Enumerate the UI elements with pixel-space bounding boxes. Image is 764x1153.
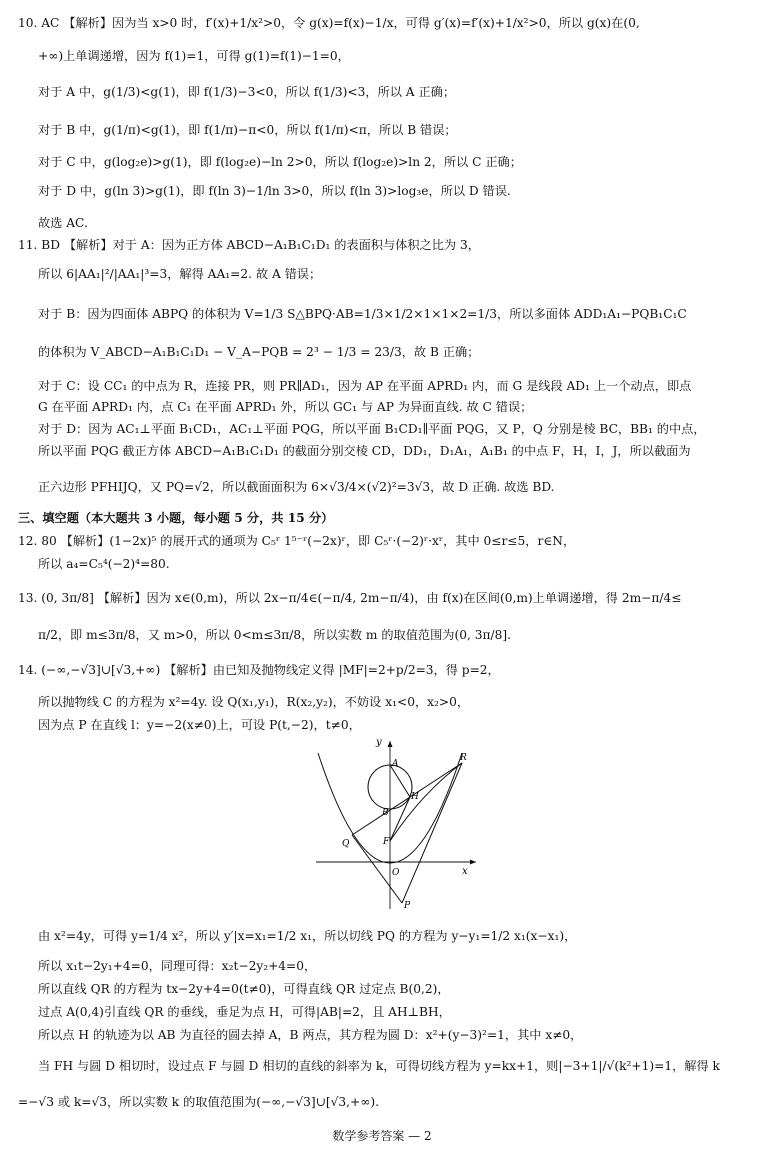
label-f: F	[383, 837, 390, 847]
page-footer: 数学参考答案 — 2	[332, 1129, 432, 1143]
label-a: A	[392, 759, 399, 769]
answer-line: 当 FH 与圆 D 相切时，设过点 F 与圆 D 相切的直线的斜率为 k，可得切线方程为 y=kx+1，则|−3+1|/√(k²+1)=1，解得 k	[38, 1059, 720, 1073]
answer-line: 10. AC 【解析】因为当 x>0 时，f′(x)+1/x²>0，令 g(x)=f(x)−1/x，可得 g′(x)=f′(x)+1/x²>0，所以 g(x)在(0,	[18, 16, 640, 30]
answer-line: 对于 B 中，g(1/π)<g(1)，即 f(1/π)−π<0，所以 f(1/π)<π，所以 B 错误；	[38, 123, 457, 137]
answer-line: 对于 B：因为四面体 ABPQ 的体积为 V=1/3 S△BPQ·AB=1/3×1/2×1×1×2=1/3，所以多面体 ADD₁A₁−PQB₁C₁C	[38, 307, 687, 321]
answer-line: 对于 D 中，g(ln 3)>g(1)，即 f(ln 3)−1/ln 3>0，所以 f(ln 3)>log₃e，所以 D 错误.	[38, 184, 511, 198]
answer-line: 正六边形 PFHIJQ，又 PQ=√2，所以截面面积为 6×√3/4×(√2)²=3√3，故 D 正确. 故选 BD.	[38, 480, 555, 494]
answer-line: 对于 A 中，g(1/3)<g(1)，即 f(1/3)−3<0，所以 f(1/3)<3，所以 A 正确；	[38, 85, 456, 99]
answer-line: 所以 x₁t−2y₁+4=0，同理可得：x₂t−2y₂+4=0，	[38, 959, 317, 973]
answer-line: 所以 6|AA₁|²/|AA₁|³=3，解得 AA₁=2. 故 A 错误；	[38, 267, 322, 281]
answer-line: 11. BD 【解析】对于 A：因为正方体 ABCD−A₁B₁C₁D₁ 的表面积与体积之比为 3，	[18, 238, 480, 252]
answer-line: 由 x²=4y，可得 y=1/4 x²，所以 y′|x=x₁=1/2 x₁，所以切线 PQ 的方程为 y−y₁=1/2 x₁(x−x₁)，	[38, 929, 577, 943]
answer-line: π/2，即 m≤3π/8，又 m>0，所以 0<m≤3π/8，所以实数 m 的取值范围为(0, 3π/8].	[38, 628, 511, 642]
answer-line: 过点 A(0,4)引直线 QR 的垂线，垂足为点 H，可得|AB|=2，且 AH⊥BH，	[38, 1005, 451, 1019]
answer-line: 故选 AC.	[38, 216, 88, 230]
answer-line: 所以点 H 的轨迹为以 AB 为直径的圆去掉 A，B 两点，其方程为圆 D：x²+(y−3)²=1，其中 x≠0，	[38, 1028, 583, 1042]
parabola-figure	[312, 733, 480, 911]
label-y: y	[376, 737, 382, 748]
answer-line: 14. (−∞,−√3]∪[√3,+∞) 【解析】由已知及抛物线定义得 |MF|=2+p/2=3，得 p=2，	[18, 663, 500, 677]
tangent-pr	[402, 763, 462, 903]
segment-ah	[390, 765, 410, 797]
answer-line: 所以 a₄=C₅⁴(−2)⁴=80.	[38, 557, 170, 571]
label-p: P	[404, 901, 411, 911]
curve-fr	[390, 763, 462, 841]
label-r: R	[460, 753, 467, 763]
answer-line: 的体积为 V_ABCD−A₁B₁C₁D₁ − V_A−PQB = 2³ − 1/3 = 23/3，故 B 正确；	[38, 345, 480, 359]
answer-line: 所以平面 PQG 截正方体 ABCD−A₁B₁C₁D₁ 的截面分别交棱 CD，DD₁，D₁A₁，A₁B₁ 的中点 F，H，I，J，所以截面为	[38, 444, 691, 458]
answer-line: +∞)上单调递增，因为 f(1)=1，可得 g(1)=f(1)−1=0，	[38, 49, 350, 63]
answer-line: 对于 C 中，g(log₂e)>g(1)，即 f(log₂e)−ln 2>0，所以 f(log₂e)>ln 2，所以 C 正确；	[38, 155, 522, 169]
answer-line: 13. (0, 3π/8] 【解析】因为 x∈(0,m)，所以 2x−π/4∈(−π/4, 2m−π/4)，由 f(x)在区间(0,m)上单调递增，得 2m−π/4≤	[18, 591, 682, 605]
answer-line: 对于 D：因为 AC₁⊥平面 B₁CD₁，AC₁⊥平面 PQG，所以平面 B₁CD₁∥平面 PQG，又 P，Q 分别是棱 BC，BB₁ 的中点，	[38, 422, 706, 436]
label-o: O	[392, 868, 400, 878]
answer-line: 所以直线 QR 的方程为 tx−2y+4=0(t≠0)，可得直线 QR 过定点 B(0,2)，	[38, 982, 450, 996]
answer-line: =−√3 或 k=√3，所以实数 k 的取值范围为(−∞,−√3]∪[√3,+∞).	[18, 1095, 380, 1109]
label-h: H	[411, 792, 419, 802]
answer-line: 所以抛物线 C 的方程为 x²=4y. 设 Q(x₁,y₁)，R(x₂,y₂)，不妨设 x₁<0，x₂>0，	[38, 695, 470, 709]
answer-line: 12. 80 【解析】(1−2x)⁵ 的展开式的通项为 C₅ʳ 1⁵⁻ʳ(−2x)ʳ，即 C₅ʳ·(−2)ʳ·xʳ，其中 0≤r≤5，r∈N，	[18, 534, 576, 548]
answer-line: 因为点 P 在直线 l：y=−2(x≠0)上，可设 P(t,−2)，t≠0，	[38, 718, 361, 732]
label-x: x	[462, 866, 468, 877]
answer-line: 对于 C：设 CC₁ 的中点为 R，连接 PR，则 PR∥AD₁，因为 AP 在平面 APRD₁ 内，而 G 是线段 AD₁ 上一个动点，即点	[38, 379, 692, 393]
x-axis-arrow	[470, 860, 476, 865]
answer-line: G 在平面 APRD₁ 内，点 C₁ 在平面 APRD₁ 外，所以 GC₁ 与 AP 为异面直线. 故 C 错误；	[38, 400, 533, 414]
label-b: B	[382, 808, 389, 818]
section-heading: 三、填空题（本大题共 3 小题，每小题 5 分，共 15 分）	[18, 511, 334, 525]
y-axis-arrow	[388, 741, 393, 747]
label-q: Q	[342, 839, 350, 849]
